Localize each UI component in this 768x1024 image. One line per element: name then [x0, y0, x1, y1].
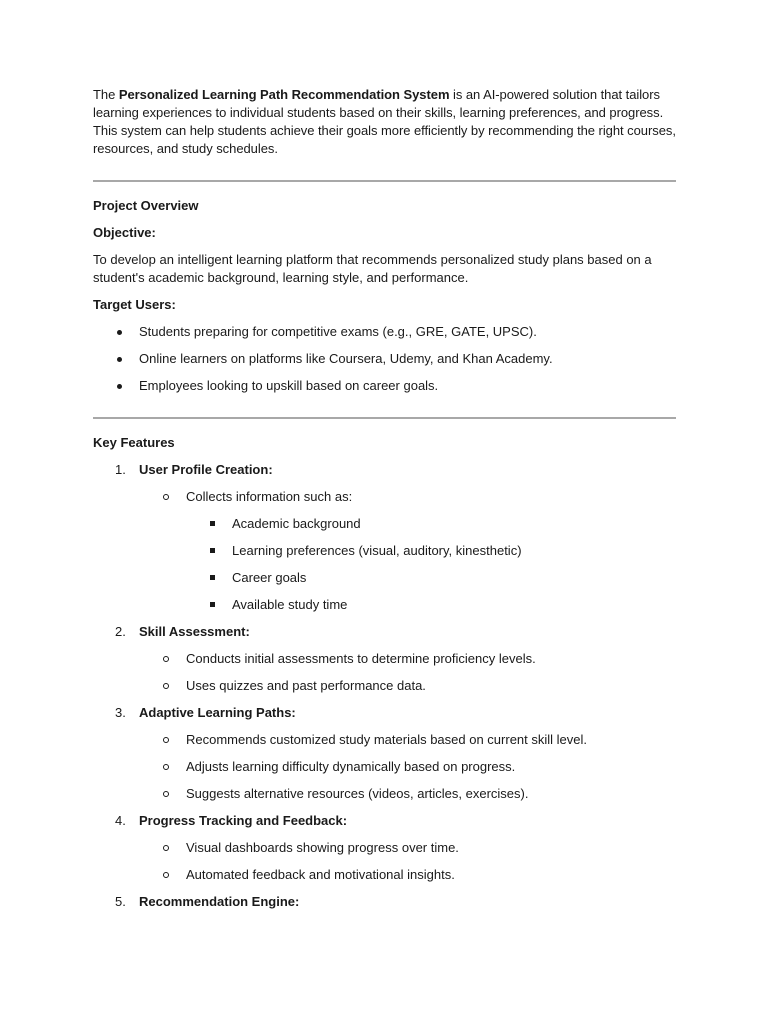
- feature-title: User Profile Creation:: [139, 462, 273, 477]
- feature-points: [93, 839, 676, 884]
- target-users-list: [93, 323, 676, 395]
- feature-title: Skill Assessment:: [139, 624, 250, 639]
- hollow-bullet-icon: [163, 872, 169, 878]
- objective-text: To develop an intelligent learning platform that recommends personalized study plans based on a student's academic background, learning style, and performance.: [93, 252, 652, 285]
- intro-rest: is an AI-powered solution that tailors learning experiences to individual students based on their skills, learning preferences, and progress. This system can help students achieve their goals more efficiently by recommending the right courses, resources, and study schedules.: [93, 87, 676, 156]
- feature-subpoints: [93, 515, 676, 614]
- target-user-text: Employees looking to upskill based on career goals.: [139, 378, 439, 393]
- feature-title: Progress Tracking and Feedback:: [139, 813, 348, 828]
- hollow-bullet-icon: [163, 845, 169, 851]
- list-item: [93, 785, 676, 803]
- feature-item: [93, 893, 676, 911]
- feature-heading-row: [93, 623, 676, 641]
- feature-number: 3.: [115, 705, 126, 720]
- feature-point-text: Visual dashboards showing progress over time.: [186, 840, 459, 855]
- feature-points: [93, 650, 676, 695]
- target-users-label: Target Users:: [93, 297, 176, 312]
- feature-number: 4.: [115, 813, 126, 828]
- bullet-icon: [117, 330, 122, 335]
- bullet-icon: [117, 384, 122, 389]
- features-heading: Key Features: [93, 435, 175, 450]
- feature-number: 2.: [115, 624, 126, 639]
- feature-point-text: Suggests alternative resources (videos, articles, exercises).: [186, 786, 529, 801]
- list-item: [93, 596, 676, 614]
- list-item: [93, 731, 676, 749]
- list-item: [93, 677, 676, 695]
- list-item: [93, 650, 676, 668]
- system-name: Personalized Learning Path Recommendation System: [118, 87, 450, 102]
- hollow-bullet-icon: [163, 791, 169, 797]
- list-item: [93, 350, 676, 368]
- feature-title: Recommendation Engine:: [139, 894, 300, 909]
- list-item: [93, 377, 676, 395]
- hollow-bullet-icon: [163, 737, 169, 743]
- feature-item: [93, 461, 676, 614]
- section-divider: [93, 180, 676, 182]
- feature-points: [93, 731, 676, 803]
- feature-item: [93, 623, 676, 695]
- list-item: [93, 839, 676, 857]
- square-bullet-icon: [210, 548, 215, 553]
- list-item: [93, 542, 676, 560]
- list-item: [93, 866, 676, 884]
- hollow-bullet-icon: [163, 764, 169, 770]
- feature-number: 1.: [115, 462, 126, 477]
- list-item: [93, 569, 676, 587]
- feature-point-text: Collects information such as:: [186, 489, 353, 504]
- objective-label: Objective:: [93, 225, 156, 240]
- overview-heading: Project Overview: [93, 198, 199, 213]
- hollow-bullet-icon: [163, 656, 169, 662]
- bullet-icon: [117, 357, 122, 362]
- feature-point-text: Adjusts learning difficulty dynamically based on progress.: [186, 759, 516, 774]
- feature-subpoint-text: Career goals: [232, 570, 307, 585]
- square-bullet-icon: [210, 602, 215, 607]
- target-user-text: Students preparing for competitive exams (e.g., GRE, GATE, UPSC).: [139, 324, 537, 339]
- hollow-bullet-icon: [163, 683, 169, 689]
- hollow-bullet-icon: [163, 494, 169, 500]
- feature-title: Adaptive Learning Paths:: [139, 705, 296, 720]
- features-list: [93, 461, 676, 911]
- square-bullet-icon: [210, 521, 215, 526]
- feature-heading-row: [93, 893, 676, 911]
- list-item: [93, 515, 676, 533]
- feature-point-text: Uses quizzes and past performance data.: [186, 678, 426, 693]
- feature-point-text: Conducts initial assessments to determine proficiency levels.: [186, 651, 536, 666]
- document-page: [93, 86, 676, 911]
- list-item: [93, 758, 676, 776]
- intro-lead: The: [93, 87, 119, 102]
- feature-heading-row: [93, 812, 676, 830]
- feature-subpoint-text: Available study time: [232, 597, 348, 612]
- feature-number: 5.: [115, 894, 126, 909]
- feature-item: [93, 704, 676, 803]
- list-item: [93, 488, 676, 506]
- feature-heading-row: [93, 461, 676, 479]
- target-user-text: Online learners on platforms like Coursera, Udemy, and Khan Academy.: [139, 351, 553, 366]
- feature-point-text: Recommends customized study materials based on current skill level.: [186, 732, 588, 747]
- feature-subpoint-text: Learning preferences (visual, auditory, kinesthetic): [232, 543, 522, 558]
- feature-item: [93, 812, 676, 884]
- square-bullet-icon: [210, 575, 215, 580]
- feature-point-text: Automated feedback and motivational insights.: [186, 867, 455, 882]
- intro-paragraph: [93, 86, 676, 158]
- section-divider: [93, 417, 676, 419]
- feature-subpoint-text: Academic background: [232, 516, 361, 531]
- feature-heading-row: [93, 704, 676, 722]
- list-item: [93, 323, 676, 341]
- feature-points: [93, 488, 676, 506]
